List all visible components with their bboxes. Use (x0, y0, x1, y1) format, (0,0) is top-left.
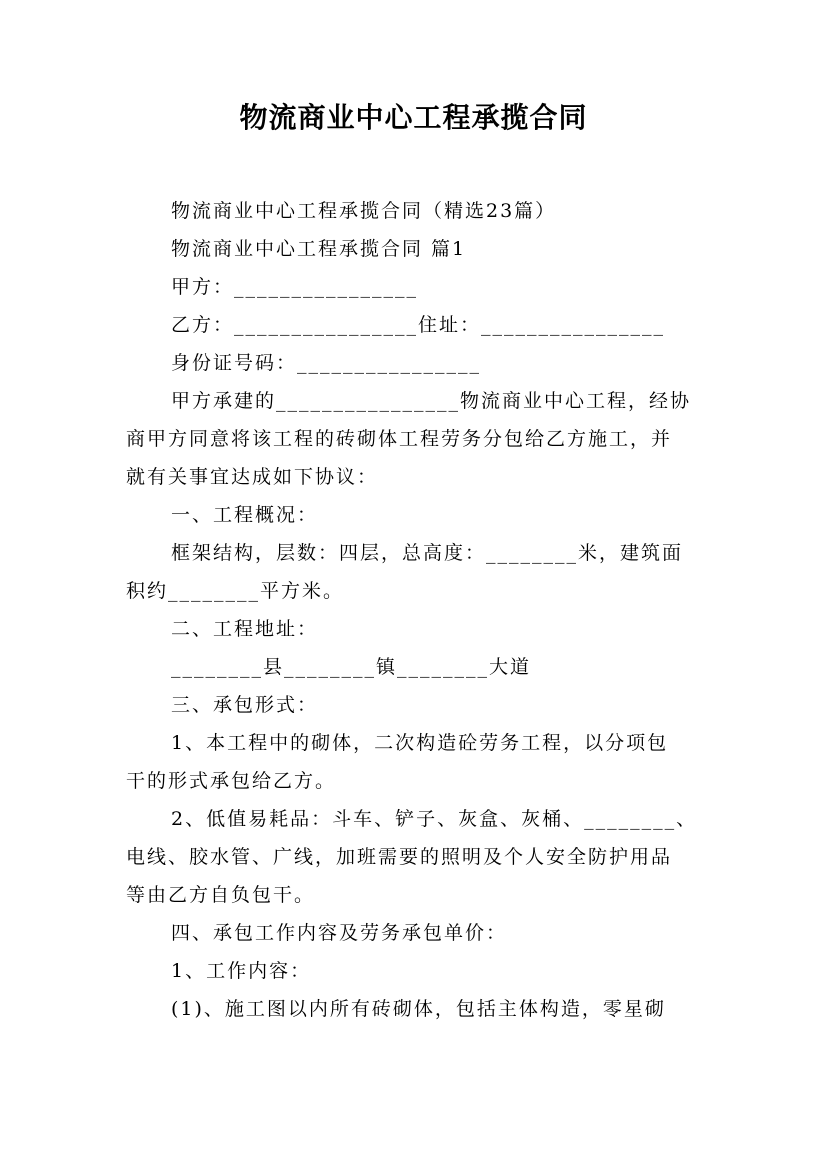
id-number-line: 身份证号码：________________ (171, 352, 482, 374)
paragraph-line: (1)、施工图以内所有砖砌体，包括主体构造，零星砌 (171, 998, 666, 1020)
section-heading: 物流商业中心工程承揽合同 篇1 (171, 238, 467, 260)
clause-heading: 四、承包工作内容及劳务承包单价： (171, 922, 508, 944)
sub-clause-heading: 1、工作内容： (171, 960, 312, 982)
paragraph-line: 1、本工程中的砌体，二次构造砼劳务工程，以分项包 (171, 732, 669, 754)
clause-heading: 一、工程概况： (171, 504, 319, 526)
paragraph-line: 就有关事宜达成如下协议： (126, 466, 379, 488)
clause-heading: 二、工程地址： (171, 618, 319, 640)
paragraph-line: 2、低值易耗品：斗车、铲子、灰盒、灰桶、________、 (171, 808, 698, 830)
paragraph-line: 甲方承建的________________物流商业中心工程，经协 (171, 390, 692, 412)
address-line: ________县________镇________大道 (171, 656, 532, 678)
paragraph-line: 积约________平方米。 (126, 580, 345, 602)
paragraph-line: 干的形式承包给乙方。 (126, 770, 337, 792)
party-a-line: 甲方：________________ (171, 276, 419, 298)
subtitle-line: 物流商业中心工程承揽合同（精选23篇） (171, 200, 557, 222)
paragraph-line: 电线、胶水管、广线，加班需要的照明及个人安全防护用品 (126, 846, 673, 868)
party-b-line: 乙方：________________住址：________________ (171, 314, 666, 336)
clause-heading: 三、承包形式： (171, 694, 319, 716)
paragraph-line: 等由乙方自负包干。 (126, 884, 316, 906)
paragraph-line: 框架结构，层数：四层，总高度：________米，建筑面 (171, 542, 684, 564)
document-title: 物流商业中心工程承揽合同 (239, 101, 588, 134)
document-body (126, 192, 706, 1028)
paragraph-line: 商甲方同意将该工程的砖砌体工程劳务分包给乙方施工，并 (126, 428, 673, 450)
